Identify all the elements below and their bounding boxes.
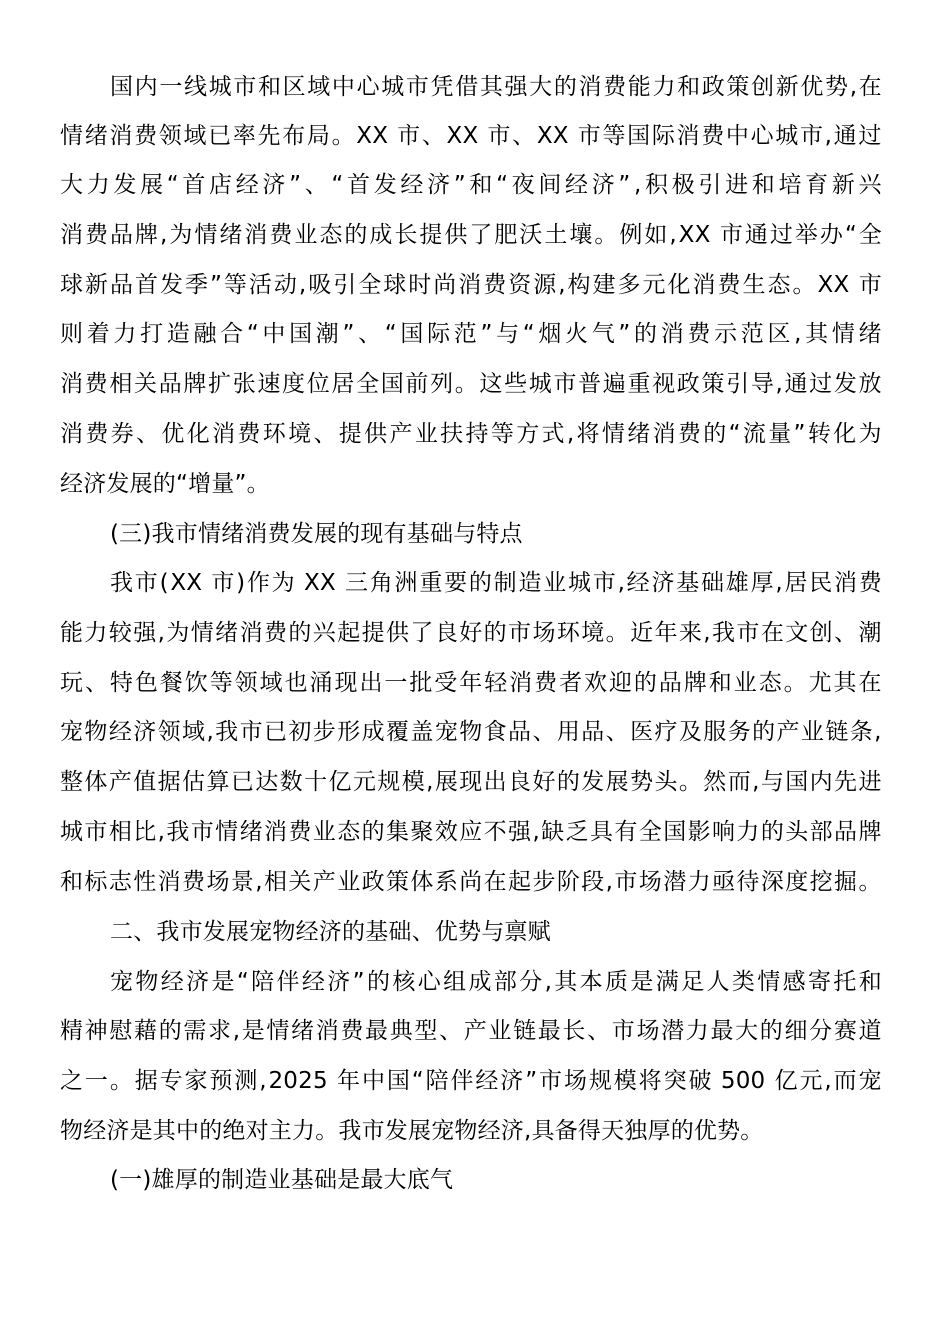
para3-line4: 物经济是其中的绝对主力。我市发展宠物经济,具备得天独厚的优势。	[60, 1118, 764, 1144]
para1-line2: 情 绪 消 费 领 域 已 率 先 布 局 。 XX 市 、 XX 市 、 XX 市 等 国 际 消 费 中 心 城 市 , 通 过	[60, 123, 882, 149]
para1-line4: 消 费 品 牌 , 为 情 绪 消 费 业 态 的 成 长 提 供 了 肥 沃 土 壤 。 例 如 , XX 市 通 过 举 办 “ 全	[60, 222, 882, 248]
para1-line3: 大 力 发 展 “ 首 店 经 济 ” 、 “ 首 发 经 济 ” 和 “ 夜 间 经 济 ” , 积 极 引 进 和 培 育 新 兴	[60, 172, 882, 198]
section-heading-3: (三)我市情绪消费发展的现有基础与特点	[110, 521, 523, 547]
para2-line4: 宠 物 经 济 领 域 , 我 市 已 初 步 形 成 覆 盖 宠 物 食 品 、 用 品 、 医 疗 及 服 务 的 产 业 链 条 ,	[60, 719, 882, 745]
para1-line6: 则 着 力 打 造 融 合 “ 中 国 潮 ” 、 “ 国 际 范 ” 与 “ 烟 火 气 ” 的 消 费 示 范 区 , 其 情 绪	[60, 321, 882, 347]
para3-line2: 精 神 慰 藉 的 需 求 , 是 情 绪 消 费 最 典 型 、 产 业 链 最 长 、 市 场 潜 力 最 大 的 细 分 赛 道	[60, 1018, 882, 1044]
section-heading-2: 二、我市发展宠物经济的基础、优势与禀赋	[110, 919, 551, 945]
para2-line2: 能 力 较 强 , 为 情 绪 消 费 的 兴 起 提 供 了 良 好 的 市 场 环 境 。 近 年 来 , 我 市 在 文 创 、 潮	[60, 620, 882, 646]
para1-line9: 经济发展的“增量”。	[60, 471, 270, 497]
para1-line8: 消 费 券 、 优 化 消 费 环 境 、 提 供 产 业 扶 持 等 方 式 , 将 情 绪 消 费 的 “ 流 量 ” 转 化 为	[60, 421, 882, 447]
para1-line5: 球 新 品 首 发 季 ” 等 活 动 , 吸 引 全 球 时 尚 消 费 资 源 , 构 建 多 元 化 消 费 生 态 。 XX 市	[60, 272, 882, 298]
para2-line1: 我 市 ( XX 市 ) 作 为 XX 三 角 洲 重 要 的 制 造 业 城 市 , 经 济 基 础 雄 厚 , 居 民 消 费	[110, 570, 882, 596]
para3-line3: 之 一 。 据 专 家 预 测 , 2025 年 中 国 “ 陪 伴 经 济 ” 市 场 规 模 将 突 破 500 亿 元 , 而 宠	[60, 1068, 882, 1094]
section-heading-1: (一)雄厚的制造业基础是最大底气	[110, 1167, 454, 1193]
para2-line6: 城 市 相 比 , 我 市 情 绪 消 费 业 态 的 集 聚 效 应 不 强 , 缺 乏 具 有 全 国 影 响 力 的 头 部 品 牌	[60, 819, 882, 845]
para3-line1: 宠 物 经 济 是 “ 陪 伴 经 济 ” 的 核 心 组 成 部 分 , 其 本 质 是 满 足 人 类 情 感 寄 托 和	[110, 969, 882, 995]
para2-line7: 和 标 志 性 消 费 场 景 , 相 关 产 业 政 策 体 系 尚 在 起 步 阶 段 , 市 场 潜 力 亟 待 深 度 挖 掘 。	[60, 869, 882, 895]
para1-line1: 国 内 一 线 城 市 和 区 域 中 心 城 市 凭 借 其 强 大 的 消 费 能 力 和 政 策 创 新 优 势 , 在	[110, 74, 882, 100]
para2-line3: 玩 、 特 色 餐 饮 等 领 域 也 涌 现 出 一 批 受 年 轻 消 费 者 欢 迎 的 品 牌 和 业 态 。 尤 其 在	[60, 670, 882, 696]
para1-line7: 消 费 相 关 品 牌 扩 张 速 度 位 居 全 国 前 列 。 这 些 城 市 普 遍 重 视 政 策 引 导 , 通 过 发 放	[60, 371, 882, 397]
para2-line5: 整 体 产 值 据 估 算 已 达 数 十 亿 元 规 模 , 展 现 出 良 好 的 发 展 势 头 。 然 而 , 与 国 内 先 进	[60, 769, 882, 795]
